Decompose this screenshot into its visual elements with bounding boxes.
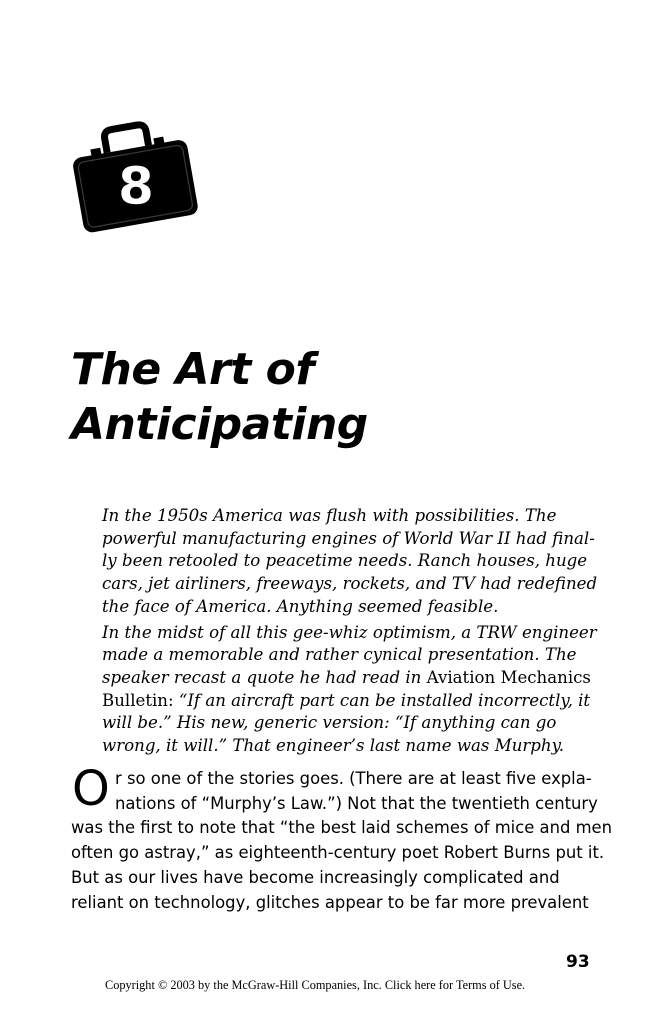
copyright-link[interactable]: Copyright © 2003 by the McGraw-Hill Companies, Inc. Click here for Terms of Use. [105, 978, 526, 992]
publication-name: Aviation Mechanics [426, 667, 591, 687]
body-line: often go astray,” as eighteenth-century poet Robert Burns put it. [71, 843, 605, 863]
chapter-title [71, 342, 368, 452]
body-line: nations of “Murphy’s Law.”) Not that the twentieth century [115, 793, 598, 813]
epigraph-line: In the midst of all this gee-whiz optimism, a TRW engineer [102, 622, 597, 642]
epigraph-line: In the 1950s America was flush with possibilities. The [102, 506, 557, 525]
epigraph-line: will be.” His new, generic version: “If anything can go [102, 713, 557, 733]
epigraph-line: the face of America. Anything seemed feasible. [102, 596, 499, 616]
epigraph-line: made a memorable and rather cynical presentation. The [102, 645, 577, 665]
publication-name-end: Bulletin: [102, 690, 174, 710]
body-line: was the first to note that “the best laid schemes of mice and men [71, 818, 613, 838]
epigraph-line [102, 690, 591, 713]
epigraph-line: cars, jet airliners, freeways, rockets, and TV had redefined [102, 574, 598, 594]
briefcase-icon [70, 118, 202, 233]
body-paragraph [71, 767, 613, 915]
drop-cap: O [72, 761, 110, 817]
epigraph-line: powerful manufacturing engines of World War II had final- [102, 528, 595, 548]
epigraph-line: wrong, it will.” That engineer’s last name was Murphy. [102, 736, 565, 756]
epigraph-paragraph-2 [102, 622, 597, 758]
page-number: 93 [566, 952, 590, 972]
epigraph [102, 505, 598, 758]
chapter-number: 8 [117, 157, 155, 217]
body-line: reliant on technology, glitches appear to be far more prevalent [71, 892, 589, 912]
body-line: r so one of the stories goes. (There are at least five expla- [115, 769, 592, 788]
epigraph-text: “If an aircraft part can be installed incorrectly, it [178, 690, 591, 710]
chapter-title-line-1: The Art of [71, 344, 314, 395]
epigraph-text: speaker recast a quote he had read in [102, 667, 422, 687]
epigraph-line: ly been retooled to peacetime needs. Ranch houses, huge [102, 551, 588, 571]
epigraph-paragraph-1 [102, 505, 598, 619]
body-line: But as our lives have become increasingly complicated and [71, 867, 560, 887]
epigraph-line [102, 667, 591, 690]
chapter-title-line-2: Anticipating [71, 399, 368, 450]
